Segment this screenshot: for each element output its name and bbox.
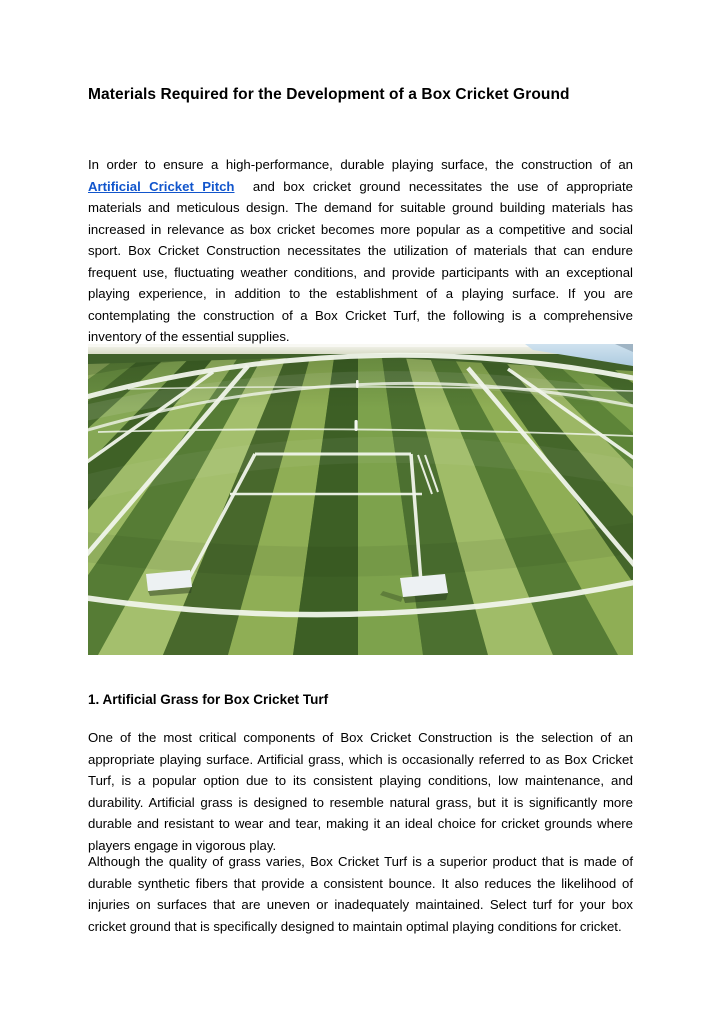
cricket-ground-illustration — [88, 344, 633, 655]
intro-text-before-link: In order to ensure a high-performance, durable playing surface, the construction of an — [88, 157, 633, 172]
section-1-paragraph-1: One of the most critical components of Box Cricket Construction is the selection of an appropriate playing surface. Artificial grass, which is occasionally referred to as Box Cricket Turf, is a popular option due to its consistent playing conditions, low maintenance, and durability. Artificial grass is designed to resemble natural grass, but it is significantly more durable and resistant to wear and tear, making it an ideal choice for cricket grounds where players engage in vigorous play. — [88, 730, 633, 853]
section-1-paragraph-2: Although the quality of grass varies, Box Cricket Turf is a superior product that is made of durable synthetic fibers that provide a consistent bounce. It also reduces the likelihood of injuries on surfaces that are uneven or inadequately maintained. Select turf for your box cricket ground that is specifically designed to maintain optimal playing conditions for cricket. — [88, 854, 633, 934]
intro-text-after-link: and box cricket ground necessitates the use of appropriate materials and meticulous design. The demand for suitable ground building materials has increased in relevance as box cricket becomes more popular as a competitive and social sport. Box Cricket Construction necessitates the utilization of materials that can endure frequent use, fluctuating weather conditions, and provide participants with an exceptional playing experience, in addition to the establishment of a playing surface. If you are contemplating the construction of a Box Cricket Turf, the following is a comprehensive inventory of the essential supplies. — [88, 178, 633, 344]
intro-paragraph — [88, 154, 633, 348]
section-1-heading: 1. Artificial Grass for Box Cricket Turf — [88, 692, 329, 707]
artificial-cricket-pitch-link[interactable]: Artificial Cricket Pitch — [88, 178, 235, 194]
page-title: Materials Required for the Development of a Box Cricket Ground — [88, 86, 570, 103]
cricket-ground-photo — [88, 344, 633, 655]
